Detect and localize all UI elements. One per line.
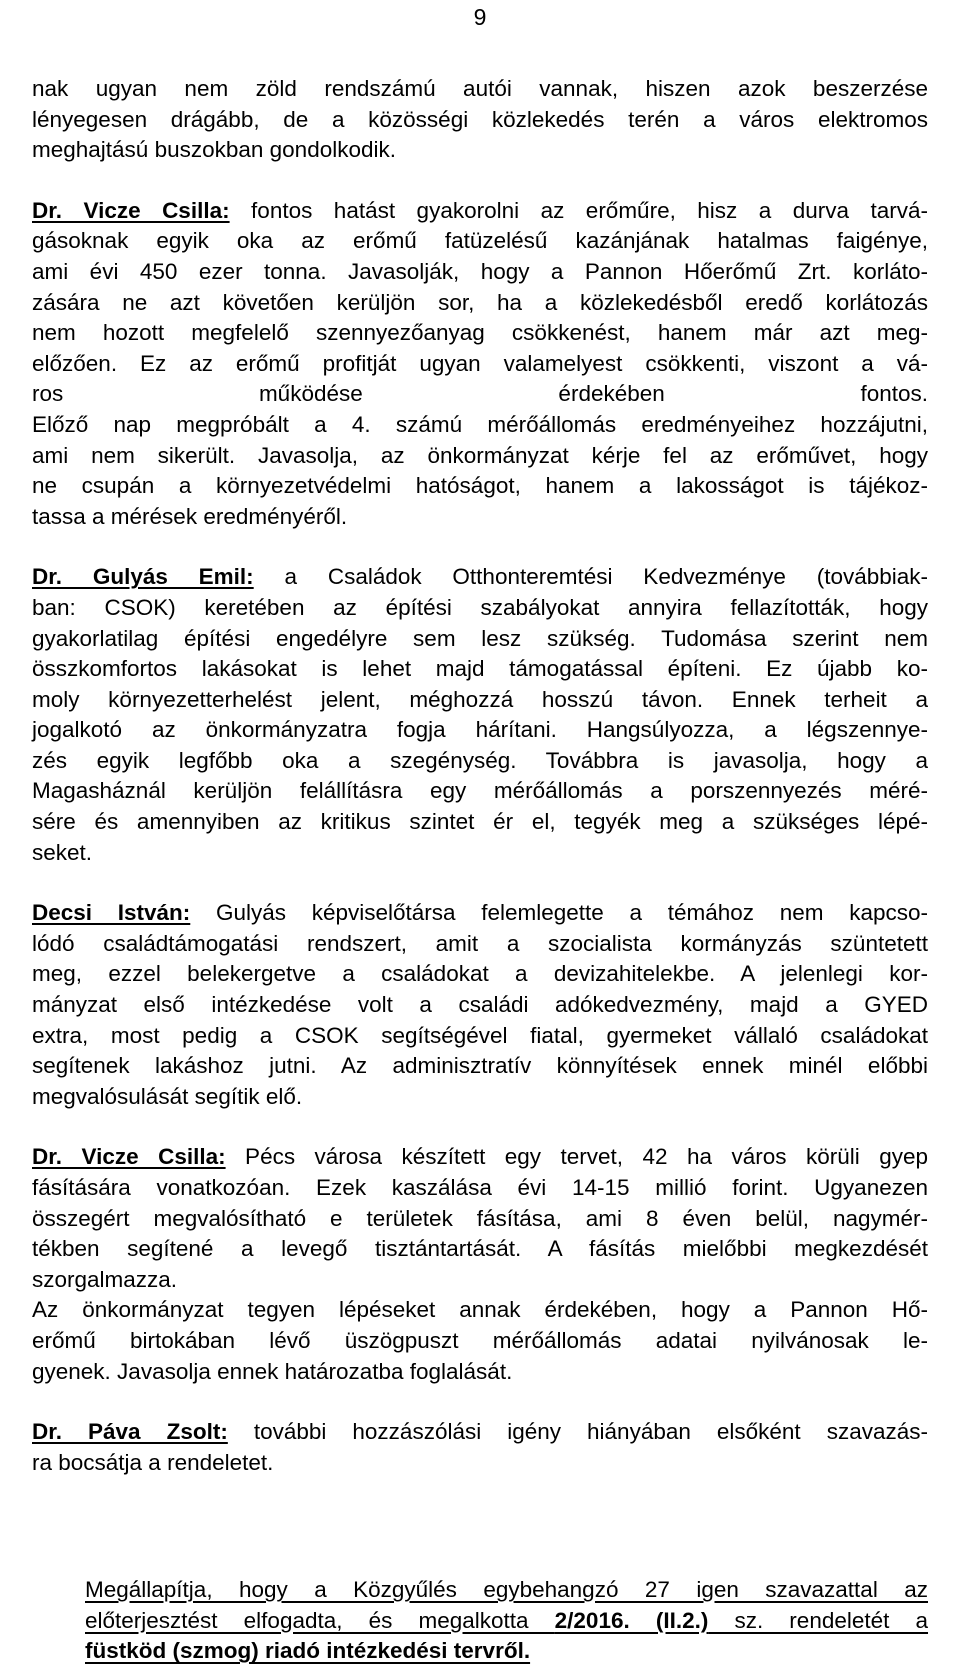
line-text: mányzat első intézkedése volt a családi adókedvezmény, majd a GYED [32, 992, 928, 1018]
paragraph [32, 196, 928, 533]
text-line [32, 1204, 928, 1235]
line-text: ra bocsátja a rendeletet. [32, 1449, 274, 1475]
speaker-name: Decsi István: [32, 900, 191, 926]
text-line [32, 502, 928, 533]
text-line [32, 1326, 928, 1357]
line-text: Előző nap megpróbált a 4. számú mérőállomás eredményeihez hozzájutni, [32, 411, 928, 437]
line-text: további hozzászólási igény hiányában elsőként szavazás- [227, 1419, 928, 1445]
text-line [32, 1021, 928, 1052]
line-text: jogalkotó az önkormányzatra fogja hárítani. Hangsúlyozza, a légszennye- [32, 717, 928, 743]
resolution-line-1: Megállapítja, hogy a Közgyűlés egybehangzó 27 igen szavazattal az [85, 1577, 928, 1602]
text-line [32, 318, 928, 349]
text-line [32, 349, 928, 380]
text-line [32, 593, 928, 624]
line-text: tassa a mérések eredményéről. [32, 503, 348, 529]
line-text: Magasháznál kerüljön felállításra egy mérőállomás a porszennyezés méré- [32, 778, 928, 804]
resolution-text: előterjesztést elfogadta, és megalkotta [85, 1607, 555, 1633]
paragraph [32, 562, 928, 868]
line-text: meg, ezzel belekergetve a családokat a devizahitelekbe. A jelenlegi kor- [32, 961, 928, 987]
text-line [32, 715, 928, 746]
text-line [32, 624, 928, 655]
paragraph-gap [32, 868, 928, 898]
paragraph-gap [32, 1387, 928, 1417]
text-line [32, 746, 928, 777]
text-line [32, 654, 928, 685]
text-line [32, 441, 928, 472]
text-line [32, 1051, 928, 1082]
resolution-block [85, 1575, 928, 1667]
line-text: előzően. Ez az erőmű profitját ugyan valamelyest csökkenti, viszont a vá- [32, 350, 928, 376]
text-line [32, 1082, 928, 1113]
text-line [32, 226, 928, 257]
line-text: megvalósulását segítik elő. [32, 1083, 303, 1109]
line-text: összegért megvalósítható e területek fásítása, ami 8 éven belül, nagymér- [32, 1205, 928, 1231]
speaker-name: Dr. Gulyás Emil: [32, 564, 254, 590]
resolution-text: sz. rendeletét a [708, 1607, 929, 1633]
line-text: ami évi 450 ezer tonna. Javasolják, hogy a Pannon Hőerőmű Zrt. korláto- [32, 258, 928, 284]
text-line [32, 1357, 928, 1388]
text-line [32, 807, 928, 838]
decree-title: füstköd (szmog) riadó intézkedési tervről. [85, 1638, 531, 1664]
text-line [32, 990, 928, 1021]
line-text: ami nem sikerült. Javasolja, az önkormányzat kérje fel az erőművet, hogy [32, 442, 928, 468]
text-line [32, 929, 928, 960]
line-text: Pécs városa készített egy tervet, 42 ha város körüli gyep [225, 1144, 928, 1170]
line-text: erőmű birtokában lévő üszögpuszt mérőállomás adatai nyilvánosak le- [32, 1327, 928, 1353]
line-text: zés egyik legfőbb oka a szegénység. Továbbra is javasolja, hogy a [32, 747, 928, 773]
paragraph-gap [32, 1112, 928, 1142]
text-line [32, 685, 928, 716]
line-text: gásoknak egyik oka az erőmű fatüzelésű kazánjának hatalmas faigénye, [32, 228, 928, 254]
speaker-name: Dr. Páva Zsolt: [32, 1419, 228, 1445]
line-text: gyakorlatilag építési engedélyre sem lesz szükség. Tudomása szerint nem [32, 625, 928, 651]
line-text: ban: CSOK) keretében az építési szabályokat annyira fellazították, hogy [32, 594, 928, 620]
line-text: Az önkormányzat tegyen lépéseket annak érdekében, hogy a Pannon Hő- [32, 1297, 928, 1323]
line-text: zására ne azt követően kerüljön sor, ha a közlekedésből eredő korlátozás [32, 289, 928, 315]
paragraph [32, 1417, 928, 1478]
line-text: lódó családtámogatási rendszert, amit a szocialista kormányzás szüntetett [32, 930, 928, 956]
line-text: fásítására vonatkozóan. Ezek kaszálása évi 14-15 millió forint. Ugyanezen [32, 1175, 928, 1200]
line-text: a Családok Otthonteremtési Kedvezménye (továbbiak- [253, 564, 929, 590]
text-line [32, 776, 928, 807]
text-line [32, 196, 928, 227]
text-line [32, 379, 928, 410]
paragraph-gap [32, 166, 928, 196]
line-text: segítenek lakáshoz jutni. Az adminisztratív könnyítések ennek minél előbbi [32, 1053, 928, 1079]
text-line [32, 288, 928, 319]
line-text: seket. [32, 839, 93, 865]
paragraph [32, 898, 928, 1112]
line-text: extra, most pedig a CSOK segítségével fiatal, gyermeket vállaló családokat [32, 1022, 928, 1048]
text-line [32, 135, 928, 166]
text-line [32, 471, 928, 502]
page-number: 9 [473, 4, 487, 30]
speaker-name: Dr. Vicze Csilla: [32, 1144, 226, 1170]
text-line [32, 1142, 928, 1173]
text-line [32, 1448, 928, 1479]
paragraph [32, 74, 928, 166]
resolution-line-2 [85, 1606, 928, 1637]
line-text: nak ugyan nem zöld rendszámú autói vannak, hiszen azok beszerzése [32, 76, 928, 101]
line-text: ne csupán a környezetvédelmi hatóságot, hanem a lakosságot is tájékoz- [32, 473, 928, 499]
line-text: moly környezetterhelést jelent, méghozzá hosszú távon. Ennek terheit a [32, 686, 928, 712]
text-line [32, 1173, 928, 1204]
text-line [32, 105, 928, 136]
line-text: lényegesen drágább, de a közösségi közlekedés terén a város elektromos [32, 106, 928, 132]
text-line [32, 562, 928, 593]
text-line [32, 838, 928, 869]
text-line [32, 1265, 928, 1296]
text-line [32, 1295, 928, 1326]
line-text: nem hozott megfelelő szennyezőanyag csökkenést, hanem már azt meg- [32, 320, 928, 346]
line-text: sére és amennyiben az kritikus szintet ér el, tegyék meg a szükséges lépé- [32, 809, 928, 835]
paragraph-gap [32, 532, 928, 562]
text-line [32, 959, 928, 990]
text-line [32, 410, 928, 441]
text-line [32, 74, 928, 105]
line-text: összkomfortos lakásokat is lehet majd támogatással építeni. Ez újabb ko- [32, 656, 928, 682]
line-text: szorgalmazza. [32, 1266, 178, 1292]
line-text: meghajtású buszokban gondolkodik. [32, 137, 396, 163]
paragraph [32, 1142, 928, 1387]
decree-number: 2/2016. (II.2.) [554, 1607, 709, 1633]
text-line [32, 1234, 928, 1265]
document-body [32, 74, 928, 1478]
line-text: fontos hatást gyakorolni az erőműre, hisz a durva tarvá- [229, 197, 928, 223]
text-line [32, 1417, 928, 1448]
text-line [32, 257, 928, 288]
line-text: ros működése érdekében fontos. [32, 381, 928, 407]
line-text: Gulyás képviselőtársa felemlegette a témához nem kapcso- [190, 900, 929, 926]
line-text: tékben segítené a levegő tisztántartását. A fásítás mielőbbi megkezdését [32, 1236, 928, 1262]
text-line [32, 898, 928, 929]
line-text: gyenek. Javasolja ennek határozatba foglalását. [32, 1358, 513, 1384]
speaker-name: Dr. Vicze Csilla: [32, 197, 230, 223]
